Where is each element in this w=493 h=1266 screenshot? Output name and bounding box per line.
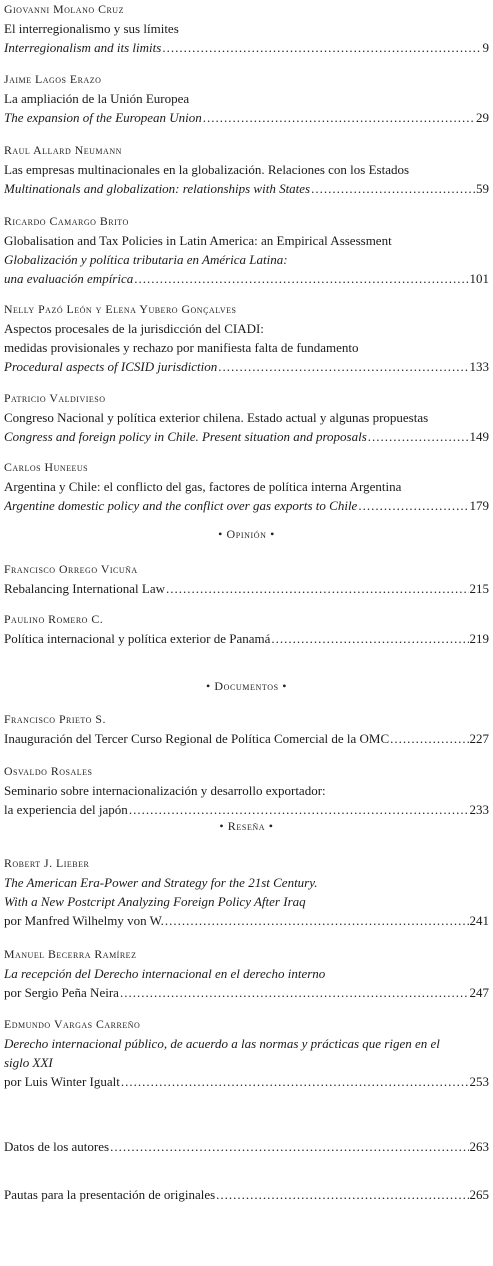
entry-author: Francisco Orrego Vicuña (4, 562, 138, 576)
dot-leader (121, 1072, 469, 1091)
page-number: 101 (469, 271, 489, 286)
entry-title-line-with-page (4, 38, 489, 57)
entry-author: Jaime Lagos Erazo (4, 72, 102, 86)
entry-title: Rebalancing International Law (4, 581, 165, 596)
entry-title: por Manfred Wilhelmy von W. (4, 913, 164, 928)
entry-title-line-with-page (4, 179, 489, 198)
entry-title-line: Las empresas multinacionales en la globalización. Relaciones con los Estados (4, 162, 410, 177)
dot-leader (358, 496, 468, 515)
dot-leader (368, 427, 469, 446)
toc-entry (4, 141, 489, 198)
dot-leader (134, 269, 468, 288)
entry-title: The expansion of the European Union (4, 110, 202, 125)
toc-entry (4, 610, 489, 648)
entry-title-line: La recepción del Derecho internacional en el derecho interno (4, 966, 326, 981)
dot-leader (166, 579, 469, 598)
entry-title-line: The American Era-Power and Strategy for the 21st Century. (4, 875, 318, 890)
entry-title-line: Congreso Nacional y política exterior chilena. Estado actual y algunas propuestas (4, 410, 429, 425)
dot-leader (271, 629, 468, 648)
entry-title-line: With a New Postcript Analyzing Foreign Policy After Iraq (4, 894, 306, 909)
entry-title-line: Aspectos procesales de la jurisdicción del CIADI: (4, 321, 264, 336)
entry-title-line: siglo XXI (4, 1055, 53, 1070)
entry-title: Datos de los autores (4, 1139, 110, 1154)
toc-entry (4, 70, 489, 127)
entry-author: Patricio Valdivieso (4, 391, 106, 405)
entry-title: por Luis Winter Igualt (4, 1074, 120, 1089)
entry-title-line-with-page (4, 629, 489, 648)
entry-title: Interregionalism and its limits (4, 40, 162, 55)
entry-title-line: medidas provisionales y rechazo por manifiesta falta de fundamento (4, 340, 359, 355)
page-number: 253 (469, 1074, 489, 1089)
entry-author: Giovanni Molano Cruz (4, 2, 124, 16)
toc-entry (4, 1015, 489, 1091)
entry-title: Procedural aspects of ICSID jurisdiction (4, 359, 218, 374)
page-number: 219 (469, 631, 489, 646)
entry-title-line-with-page (4, 496, 489, 515)
page-number: 265 (469, 1187, 489, 1202)
page-number: 241 (469, 913, 489, 928)
entry-title-line-with-page (4, 1185, 489, 1204)
page-number: 133 (469, 359, 489, 374)
entry-title-line: El interregionalismo y sus límites (4, 21, 179, 36)
toc-entry (4, 1185, 489, 1204)
page-number: 59 (476, 181, 489, 196)
toc-entry (4, 762, 489, 819)
entry-title-line: Derecho internacional público, de acuerdo a las normas y prácticas que rigen en el (4, 1036, 440, 1051)
toc-entry (4, 389, 489, 446)
entry-author: Paulino Romero C. (4, 612, 104, 626)
toc-entry (4, 854, 489, 930)
dot-leader (203, 108, 475, 127)
entry-title-line-with-page (4, 911, 489, 930)
entry-author: Osvaldo Rosales (4, 764, 93, 778)
entry-title-line: Globalización y política tributaria en América Latina: (4, 252, 288, 267)
page-number: 9 (482, 40, 489, 55)
entry-title-line-with-page (4, 269, 489, 288)
page-number: 227 (469, 731, 489, 746)
entry-author: Ricardo Camargo Brito (4, 214, 129, 228)
entry-title-line: Globalisation and Tax Policies in Latin America: an Empirical Assessment (4, 233, 392, 248)
toc-entry (4, 560, 489, 598)
dot-leader (216, 1185, 468, 1204)
entry-author: Raul Allard Neumann (4, 143, 122, 157)
toc-entry (4, 212, 489, 288)
entry-title-line-with-page (4, 579, 489, 598)
dot-leader (311, 179, 475, 198)
entry-title-line: Argentina y Chile: el conflicto del gas, factores de política interna Argentina (4, 479, 402, 494)
entry-title-line-with-page (4, 427, 489, 446)
entry-author: Nelly Pazó León y Elena Yubero Gonçalves (4, 302, 237, 316)
dot-leader (120, 983, 469, 1002)
entry-title-line-with-page (4, 1072, 489, 1091)
entry-author: Edmundo Vargas Carreño (4, 1017, 141, 1031)
dot-leader (162, 38, 481, 57)
entry-title-line-with-page (4, 729, 489, 748)
toc-entry (4, 300, 489, 376)
entry-title: Pautas para la presentación de originales (4, 1187, 216, 1202)
entry-title-line-with-page (4, 108, 489, 127)
toc-entry (4, 0, 489, 57)
entry-title-line-with-page (4, 357, 489, 376)
entry-author: Francisco Prieto S. (4, 712, 106, 726)
section-heading: • Reseña • (219, 819, 274, 833)
entry-author: Carlos Huneeus (4, 460, 89, 474)
page-number: 149 (469, 429, 489, 444)
page-number: 233 (469, 802, 489, 817)
entry-author: Robert J. Lieber (4, 856, 90, 870)
entry-title-line: La ampliación de la Unión Europea (4, 91, 190, 106)
entry-title: Argentine domestic policy and the conflict over gas exports to Chile (4, 498, 358, 513)
dot-leader (165, 911, 469, 930)
page-number: 179 (469, 498, 489, 513)
dot-leader (110, 1137, 468, 1156)
entry-title: una evaluación empírica (4, 271, 134, 286)
entry-title-line: Seminario sobre internacionalización y desarrollo exportador: (4, 783, 326, 798)
entry-title: Política internacional y política exterior de Panamá (4, 631, 271, 646)
toc-entry (4, 458, 489, 515)
section-heading: • Documentos • (205, 679, 288, 693)
page-number: 215 (469, 581, 489, 596)
dot-leader (218, 357, 468, 376)
entry-title-line-with-page (4, 800, 489, 819)
dot-leader (390, 729, 468, 748)
entry-title: por Sergio Peña Neira (4, 985, 119, 1000)
entry-title: la experiencia del japón (4, 802, 128, 817)
page-number: 263 (469, 1139, 489, 1154)
toc-entry (4, 945, 489, 1002)
entry-title-line-with-page (4, 1137, 489, 1156)
entry-title: Inauguración del Tercer Curso Regional de Política Comercial de la OMC (4, 731, 390, 746)
entry-title: Congress and foreign policy in Chile. Present situation and proposals (4, 429, 367, 444)
section-heading: • Opinión • (218, 527, 275, 541)
page-number: 247 (469, 985, 489, 1000)
entry-title-line-with-page (4, 983, 489, 1002)
toc-entry (4, 710, 489, 748)
page-number: 29 (476, 110, 489, 125)
entry-title: Multinationals and globalization: relationships with States (4, 181, 311, 196)
dot-leader (129, 800, 469, 819)
entry-author: Manuel Becerra Ramírez (4, 947, 137, 961)
toc-entry (4, 1137, 489, 1156)
